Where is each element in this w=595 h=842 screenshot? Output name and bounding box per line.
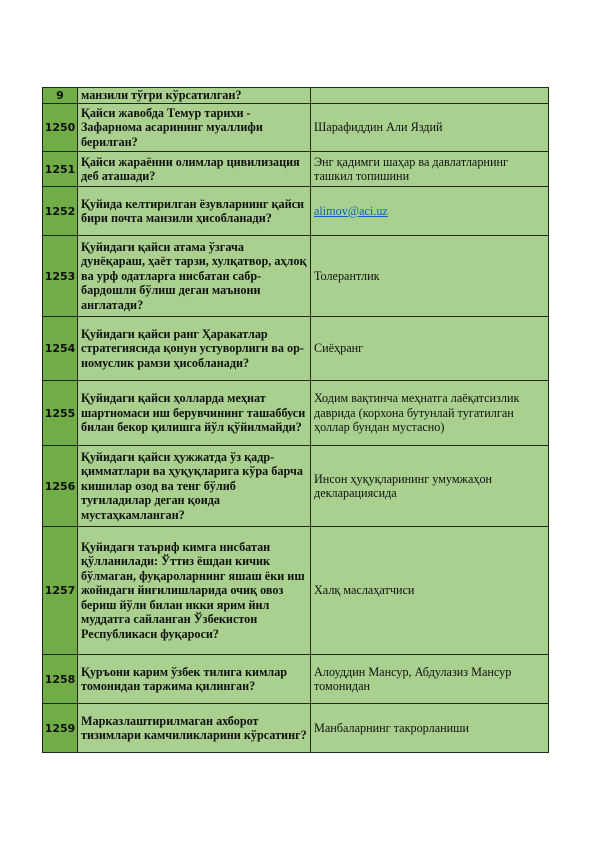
answer-cell: Энг қадимги шаҳар ва давлатларнинг ташкил топишини — [311, 152, 549, 187]
question-cell: Марказлаштирилмаган ахборот тизимлари камчиликларини кўрсатинг? — [78, 704, 311, 753]
answer-cell: Толерантлик — [311, 236, 549, 317]
table-row — [43, 317, 549, 381]
question-cell: Қайси жавобда Темур тарихи - Зафарнома асарининг муаллифи берилган? — [78, 104, 311, 152]
row-number: 1251 — [43, 152, 78, 187]
question-cell: Қуйида келтирилган ёзувларнинг қайси бири почта манзили ҳисобланади? — [78, 187, 311, 236]
table-row — [43, 381, 549, 446]
question-cell: Қайси жараённи олимлар цивилизация деб аташади? — [78, 152, 311, 187]
table-row — [43, 446, 549, 527]
table-row — [43, 187, 549, 236]
question-cell: Қуйидаги қайси атама ўзгача дунёқараш, ҳаёт тарзи, хулқатвор, аҳлоқ ва урф одатларга нисбатан сабр-бардошли бўлиш деган маънони англатади? — [78, 236, 311, 317]
qa-table — [42, 87, 549, 753]
question-cell: Қуйидаги қайси ранг Ҳаракатлар стратегиясида қонун устуворлиги ва ор-номуслик рамзи ҳисобланади? — [78, 317, 311, 381]
answer-cell: Халқ маслаҳатчиси — [311, 527, 549, 655]
email-link[interactable]: alimov@aci.uz — [314, 203, 388, 218]
table-row — [43, 88, 549, 104]
table-row — [43, 236, 549, 317]
answer-cell: Ходим вақтинча меҳнатга лаёқатсизлик даврида (корхона бутунлай тугатилган ҳоллар бундан мустасно) — [311, 381, 549, 446]
answer-cell — [311, 88, 549, 104]
answer-cell: Сиёҳранг — [311, 317, 549, 381]
table-row — [43, 655, 549, 704]
answer-cell: Инсон ҳуқуқларининг умумжаҳон декларациясида — [311, 446, 549, 527]
question-cell: Қуйидаги таъриф кимга нисбатан қўлланилади: Ўттиз ёшдан кичик бўлмаган, фуқароларнинг яшаш ёки иш жойидаги йиғилишларида очиқ овоз бериш йўли билан икки ярим йил муддатга сайланган Ўзбекистон Республикаси фуқароси? — [78, 527, 311, 655]
table-row — [43, 704, 549, 753]
row-number: 1257 — [43, 527, 78, 655]
question-cell: Қуръони карим ўзбек тилига кимлар томонидан таржима қилинган? — [78, 655, 311, 704]
table-row — [43, 152, 549, 187]
question-cell: Қуйидаги қайси ҳолларда меҳнат шартномаси иш берувчининг ташаббуси билан бекор қилишга йўл қўйилмайди? — [78, 381, 311, 446]
answer-cell: Манбаларнинг такрорланиши — [311, 704, 549, 753]
table-row — [43, 104, 549, 152]
answer-cell: Алоуддин Мансур, Абдулазиз Мансур томонидан — [311, 655, 549, 704]
answer-cell: Шарафиддин Али Яздий — [311, 104, 549, 152]
row-number: 1252 — [43, 187, 78, 236]
row-number: 1253 — [43, 236, 78, 317]
answer-cell — [311, 187, 549, 236]
table-row — [43, 527, 549, 655]
row-number: 1254 — [43, 317, 78, 381]
row-number: 1250 — [43, 104, 78, 152]
row-number: 1258 — [43, 655, 78, 704]
question-cell: Қуйидаги қайси ҳужжатда ўз қадр-қимматлари ва ҳуқуқларига кўра барча кишилар озод ва тенг бўлиб туғиладилар деган қоида мустаҳкамланган? — [78, 446, 311, 527]
question-cell: манзили тўғри кўрсатилган? — [78, 88, 311, 104]
row-number: 1259 — [43, 704, 78, 753]
row-number: 1256 — [43, 446, 78, 527]
row-number: 9 — [43, 88, 78, 104]
row-number: 1255 — [43, 381, 78, 446]
